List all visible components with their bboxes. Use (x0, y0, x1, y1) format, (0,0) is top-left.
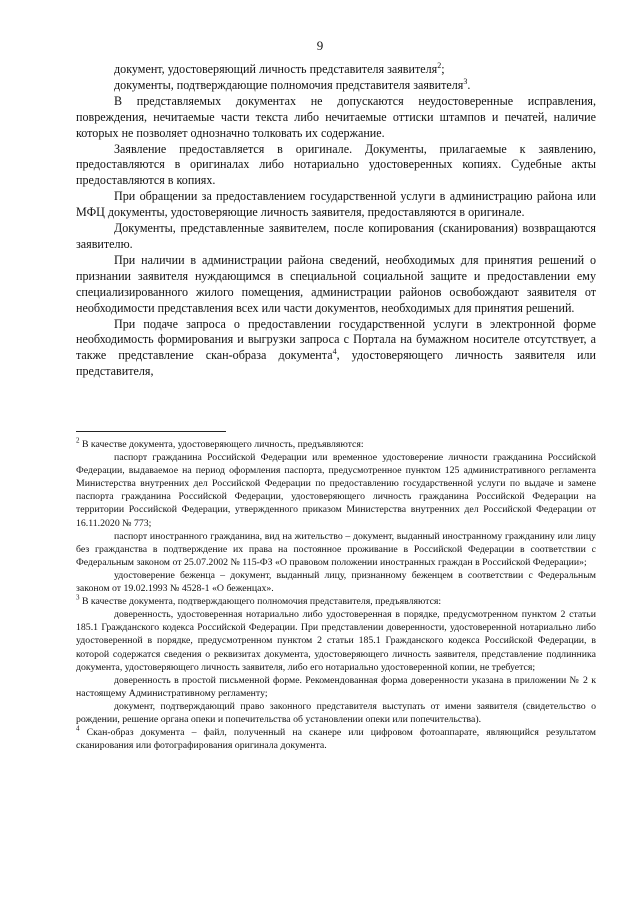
footnote-2-intro (76, 438, 596, 451)
footnote-ref-4[interactable]: 4 (332, 347, 337, 357)
paragraph-text: При подаче запроса о предоставлении государственной услуги в электронной форме необходимость формирования и выгрузки запроса с Портала на бумажном носителе отсутствует, а также представление скан-образа документа (76, 316, 596, 363)
footnote-ref-3[interactable]: 3 (463, 76, 468, 86)
paragraph-documents-returned: Документы, представленные заявителем, после копирования (сканирования) возвращаются заявителю. (76, 221, 596, 251)
paragraph-electronic-request (76, 317, 596, 381)
footnote-text: В качестве документа, удостоверяющего личность, предъявляются: (81, 439, 364, 450)
footnote-text: В качестве документа, подтверждающего полномочия представителя, предъявляются: (81, 596, 442, 608)
paragraph-administration-info: При наличии в администрации района сведений, необходимых для принятия решений о признании заявителя нуждающимся в специальной социальной защите и предоставлении ему специализированного жилого помещения, администрации районов освобождают заявителя от необходимости представления всех или части документов, необходимых для принятия решений. (76, 252, 596, 315)
footnote-3-intro (76, 595, 596, 608)
paragraph-text: документы, подтверждающие полномочия представителя заявителя (114, 77, 464, 92)
punctuation: ; (441, 62, 445, 76)
footnote-separator (76, 431, 226, 432)
footnote-4 (76, 726, 596, 752)
footnote-3-notarized: доверенность, удостоверенная нотариально либо удостоверенная в порядке, предусмотренном пунктом 2 статьи 185.1 Гражданского кодекса Российской Федерации. При представлении доверенности, удостоверенной нотариально либо удостоверенной в порядке, предусмотренном пунктом 2 статьи 185.1 Гражданского кодекса Российской Федерации, в которой содержатся сведения о реквизитах документа, удостоверяющего личность заявителя, представление подлинника документа, удостоверяющего личность заявителя, либо его нотариально удостоверенной копии, не требуется; (76, 609, 596, 673)
paragraph-text: документ, удостоверяющий личность представителя заявителя (114, 62, 438, 76)
footnote-3-simple-form: доверенность в простой письменной форме. Рекомендованная форма доверенности указана в приложении № 2 к настоящему Административному регламенту; (76, 674, 596, 699)
footnote-2-refugee: удостоверение беженца – документ, выданный лицу, признанному беженцем в соответствии с Федеральным законом от 19.02.1993 № 4528-1 «О беженцах». (76, 569, 596, 595)
footnote-2-passport-rf: паспорт гражданина Российской Федерации или временное удостоверение личности гражданина Российской Федерации, выдаваемое на период оформления паспорта, предусмотренное пунктом 125 административного регламента Министерства внутренних дел Российской Федерации по предоставлению государственной услуги по выдаче и замене паспорта гражданина Российской Федерации, удостоверяющего личность гражданина Российской Федерации на территории Российской Федерации, утвержденного приказом Министерства внутренних дел Российской Федерации от 16.11.2020 № 773; (76, 452, 596, 529)
paragraph-application-original: Заявление предоставляется в оригинале. Документы, прилагаемые к заявлению, предоставляются в оригиналах либо нотариально удостоверенных копиях. Судебные акты предоставляются в копиях. (76, 141, 596, 188)
paragraph-representative-id (76, 62, 596, 78)
footnotes (76, 438, 596, 752)
paragraph-corrections: В представляемых документах не допускаются неудостоверенные исправления, повреждения, нечитаемые части текста либо нечитаемые оттиски штампов и печатей, наличие которых не позволяет однозначно толковать их содержание. (76, 93, 596, 140)
footnote-number: 4 (76, 724, 80, 733)
footnote-number: 2 (76, 436, 80, 445)
punctuation: . (467, 77, 471, 92)
paragraph-representative-powers (76, 78, 596, 94)
footnote-text: Скан-образ документа – файл, полученный на сканере или цифровом фотоаппарате, являющийся результатом сканирования или фотографирования оригинала документа. (76, 727, 597, 752)
page-number: 9 (316, 38, 324, 53)
paragraph-text: , удостоверяющего личность заявителя или представителя, (76, 348, 596, 379)
paragraph-identity-original: При обращении за предоставлением государственной услуги в администрацию района или МФЦ документы, удостоверяющие личность заявителя, предоставляются в оригинале. (76, 189, 596, 220)
footnote-number: 3 (76, 593, 80, 602)
footnote-3-legal-rep: документ, подтверждающий право законного представителя выступать от имени заявителя (свидетельство о рождении, решение органа опеки и попечительства об установлении опеки или попечительства). (76, 700, 596, 725)
main-text (76, 62, 596, 380)
footnote-2-foreign-passport: паспорт иностранного гражданина, вид на жительство – документ, выданный иностранному гражданину или лицу без гражданства в подтверждение их права на постоянное проживание в Российской Федерации в соответствии с Федеральным законом от 25.07.2002 № 115-ФЗ «О правовом положении иностранных граждан в Российской Федерации»; (76, 530, 596, 568)
footnote-ref-2[interactable]: 2 (437, 60, 442, 70)
